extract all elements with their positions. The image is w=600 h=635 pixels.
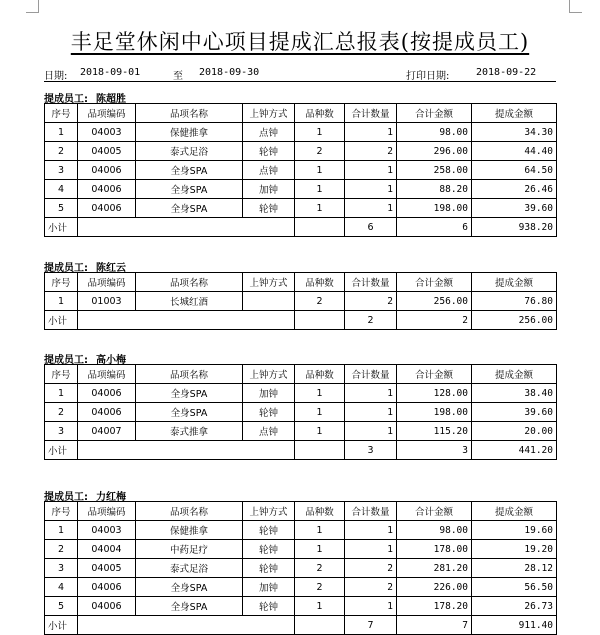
cell-name: 泰式足浴 [136, 142, 243, 161]
cell-name: 全身SPA [136, 180, 243, 199]
cell-amount: 226.00 [397, 578, 472, 597]
subtotal-blank [295, 218, 345, 237]
cell-seq: 1 [45, 123, 78, 142]
header-divider [44, 81, 556, 82]
table-row [45, 292, 557, 311]
employee-table [44, 103, 557, 237]
column-header-mode: 上钟方式 [243, 502, 295, 521]
employee-label: 提成员工: [44, 94, 88, 105]
header-row [45, 365, 557, 384]
employee-table [44, 364, 557, 460]
subtotal-blank [78, 441, 295, 460]
subtotal-label: 小计 [45, 218, 78, 237]
cell-seq: 1 [45, 292, 78, 311]
subtotal-kinds: 2 [345, 311, 397, 330]
cell-name: 泰式推拿 [136, 422, 243, 441]
table-row [45, 384, 557, 403]
cell-kinds: 1 [295, 597, 345, 616]
cell-commission: 44.40 [472, 142, 557, 161]
column-header-commission: 提成金额 [472, 365, 557, 384]
cell-name: 全身SPA [136, 384, 243, 403]
subtotal-qty: 2 [397, 311, 472, 330]
cell-amount: 88.20 [397, 180, 472, 199]
cell-mode: 轮钟 [243, 199, 295, 218]
column-header-mode: 上钟方式 [243, 365, 295, 384]
cell-code: 04006 [78, 597, 136, 616]
cell-seq: 3 [45, 422, 78, 441]
cell-name: 全身SPA [136, 578, 243, 597]
cell-name: 保健推拿 [136, 123, 243, 142]
cell-seq: 2 [45, 142, 78, 161]
column-header-qty: 合计数量 [345, 365, 397, 384]
cell-amount: 98.00 [397, 123, 472, 142]
cell-kinds: 1 [295, 180, 345, 199]
cell-qty: 2 [345, 292, 397, 311]
employee-label: 提成员工: [44, 492, 88, 503]
cell-name: 全身SPA [136, 199, 243, 218]
subtotal-blank [78, 616, 295, 635]
subtotal-row [45, 218, 557, 237]
column-header-commission: 提成金额 [472, 502, 557, 521]
cell-commission: 39.60 [472, 403, 557, 422]
cell-amount: 198.00 [397, 403, 472, 422]
cell-kinds: 2 [295, 578, 345, 597]
cell-seq: 4 [45, 180, 78, 199]
cell-mode: 加钟 [243, 180, 295, 199]
cell-mode: 点钟 [243, 123, 295, 142]
subtotal-blank [78, 218, 295, 237]
table-row [45, 180, 557, 199]
cell-code: 04006 [78, 199, 136, 218]
column-header-mode: 上钟方式 [243, 273, 295, 292]
cell-name: 全身SPA [136, 597, 243, 616]
cell-kinds: 1 [295, 384, 345, 403]
subtotal-blank [295, 616, 345, 635]
cell-seq: 1 [45, 521, 78, 540]
report-title: 丰足堂休闲中心项目提成汇总报表(按提成员工) [70, 30, 530, 54]
employee-name: 陈超胜 [96, 94, 126, 105]
cell-code: 04006 [78, 180, 136, 199]
column-header-seq: 序号 [45, 273, 78, 292]
employee-label: 提成员工: [44, 263, 88, 274]
column-header-qty: 合计数量 [345, 502, 397, 521]
subtotal-label: 小计 [45, 616, 78, 635]
cell-commission: 28.12 [472, 559, 557, 578]
subtotal-blank [295, 311, 345, 330]
cell-qty: 2 [345, 142, 397, 161]
print-date-label: 打印日期: [406, 71, 450, 82]
cell-code: 04004 [78, 540, 136, 559]
cell-qty: 1 [345, 521, 397, 540]
cell-commission: 19.60 [472, 521, 557, 540]
cell-mode: 点钟 [243, 161, 295, 180]
cell-mode: 加钟 [243, 384, 295, 403]
cell-commission: 56.50 [472, 578, 557, 597]
column-header-code: 品项编码 [78, 104, 136, 123]
cell-name: 保健推拿 [136, 521, 243, 540]
column-header-amount: 合计金额 [397, 104, 472, 123]
table-row [45, 559, 557, 578]
date-to-label: 至 [173, 71, 183, 82]
column-header-code: 品项编码 [78, 273, 136, 292]
cell-seq: 5 [45, 199, 78, 218]
employee-name: 力红梅 [96, 492, 126, 503]
table-row [45, 142, 557, 161]
cell-name: 中药足疗 [136, 540, 243, 559]
employee-name: 高小梅 [96, 355, 126, 366]
subtotal-kinds: 3 [345, 441, 397, 460]
print-date: 2018-09-22 [476, 67, 537, 78]
subtotal-amount: 911.40 [472, 616, 557, 635]
cell-code: 04006 [78, 384, 136, 403]
cell-mode: 轮钟 [243, 559, 295, 578]
cell-qty: 1 [345, 540, 397, 559]
column-header-name: 品项名称 [136, 365, 243, 384]
column-header-name: 品项名称 [136, 502, 243, 521]
column-header-commission: 提成金额 [472, 273, 557, 292]
column-header-name: 品项名称 [136, 273, 243, 292]
cell-amount: 258.00 [397, 161, 472, 180]
column-header-commission: 提成金额 [472, 104, 557, 123]
employee-table [44, 501, 557, 635]
employee-name: 陈红云 [96, 263, 126, 274]
page-corner-mark-left [26, 0, 39, 13]
cell-seq: 5 [45, 597, 78, 616]
table-row [45, 403, 557, 422]
column-header-qty: 合计数量 [345, 273, 397, 292]
cell-mode: 轮钟 [243, 521, 295, 540]
column-header-amount: 合计金额 [397, 273, 472, 292]
subtotal-kinds: 6 [345, 218, 397, 237]
table-row [45, 578, 557, 597]
header-row [45, 273, 557, 292]
cell-commission: 64.50 [472, 161, 557, 180]
cell-qty: 1 [345, 161, 397, 180]
column-header-seq: 序号 [45, 502, 78, 521]
cell-mode [243, 292, 295, 311]
date-label: 日期: [44, 71, 68, 82]
employee-table [44, 272, 557, 330]
table-row [45, 597, 557, 616]
cell-kinds: 1 [295, 161, 345, 180]
column-header-kinds: 品种数 [295, 502, 345, 521]
column-header-qty: 合计数量 [345, 104, 397, 123]
date-from: 2018-09-01 [80, 67, 141, 78]
cell-mode: 轮钟 [243, 540, 295, 559]
cell-qty: 1 [345, 384, 397, 403]
cell-kinds: 1 [295, 422, 345, 441]
cell-mode: 轮钟 [243, 142, 295, 161]
cell-code: 04007 [78, 422, 136, 441]
cell-commission: 76.80 [472, 292, 557, 311]
cell-code: 04006 [78, 161, 136, 180]
table-row [45, 540, 557, 559]
subtotal-row [45, 311, 557, 330]
cell-mode: 轮钟 [243, 597, 295, 616]
cell-amount: 115.20 [397, 422, 472, 441]
column-header-kinds: 品种数 [295, 365, 345, 384]
cell-seq: 2 [45, 540, 78, 559]
cell-qty: 1 [345, 403, 397, 422]
cell-qty: 1 [345, 199, 397, 218]
cell-kinds: 2 [295, 142, 345, 161]
subtotal-qty: 6 [397, 218, 472, 237]
cell-kinds: 1 [295, 521, 345, 540]
cell-commission: 20.00 [472, 422, 557, 441]
cell-commission: 26.46 [472, 180, 557, 199]
subtotal-qty: 7 [397, 616, 472, 635]
subtotal-kinds: 7 [345, 616, 397, 635]
table-row [45, 521, 557, 540]
cell-code: 04003 [78, 521, 136, 540]
column-header-seq: 序号 [45, 104, 78, 123]
subtotal-row [45, 441, 557, 460]
cell-code: 04005 [78, 559, 136, 578]
cell-qty: 2 [345, 559, 397, 578]
cell-amount: 178.20 [397, 597, 472, 616]
cell-amount: 198.00 [397, 199, 472, 218]
cell-amount: 296.00 [397, 142, 472, 161]
cell-name: 全身SPA [136, 403, 243, 422]
cell-commission: 19.20 [472, 540, 557, 559]
cell-mode: 点钟 [243, 422, 295, 441]
cell-code: 04005 [78, 142, 136, 161]
cell-code: 04006 [78, 403, 136, 422]
subtotal-amount: 938.20 [472, 218, 557, 237]
column-header-seq: 序号 [45, 365, 78, 384]
column-header-code: 品项编码 [78, 502, 136, 521]
column-header-mode: 上钟方式 [243, 104, 295, 123]
cell-seq: 3 [45, 161, 78, 180]
cell-commission: 26.73 [472, 597, 557, 616]
column-header-kinds: 品种数 [295, 104, 345, 123]
cell-qty: 1 [345, 123, 397, 142]
column-header-code: 品项编码 [78, 365, 136, 384]
cell-amount: 256.00 [397, 292, 472, 311]
date-to: 2018-09-30 [199, 67, 260, 78]
cell-code: 01003 [78, 292, 136, 311]
subtotal-amount: 441.20 [472, 441, 557, 460]
subtotal-blank [295, 441, 345, 460]
subtotal-label: 小计 [45, 441, 78, 460]
subtotal-amount: 256.00 [472, 311, 557, 330]
header-row [45, 502, 557, 521]
cell-qty: 1 [345, 180, 397, 199]
cell-name: 泰式足浴 [136, 559, 243, 578]
table-row [45, 199, 557, 218]
cell-kinds: 2 [295, 559, 345, 578]
subtotal-qty: 3 [397, 441, 472, 460]
cell-amount: 178.00 [397, 540, 472, 559]
subtotal-row [45, 616, 557, 635]
column-header-amount: 合计金额 [397, 365, 472, 384]
column-header-kinds: 品种数 [295, 273, 345, 292]
table-row [45, 161, 557, 180]
employee-label: 提成员工: [44, 355, 88, 366]
cell-qty: 1 [345, 597, 397, 616]
cell-name: 全身SPA [136, 161, 243, 180]
page-corner-mark-right [569, 0, 582, 13]
cell-commission: 38.40 [472, 384, 557, 403]
cell-kinds: 1 [295, 123, 345, 142]
cell-kinds: 1 [295, 540, 345, 559]
cell-kinds: 1 [295, 403, 345, 422]
cell-seq: 4 [45, 578, 78, 597]
cell-amount: 128.00 [397, 384, 472, 403]
cell-name: 长城红酒 [136, 292, 243, 311]
cell-mode: 轮钟 [243, 403, 295, 422]
cell-commission: 34.30 [472, 123, 557, 142]
cell-amount: 281.20 [397, 559, 472, 578]
column-header-name: 品项名称 [136, 104, 243, 123]
cell-commission: 39.60 [472, 199, 557, 218]
cell-seq: 3 [45, 559, 78, 578]
cell-mode: 加钟 [243, 578, 295, 597]
table-row [45, 123, 557, 142]
cell-code: 04003 [78, 123, 136, 142]
cell-seq: 2 [45, 403, 78, 422]
cell-qty: 2 [345, 578, 397, 597]
table-row [45, 422, 557, 441]
cell-qty: 1 [345, 422, 397, 441]
subtotal-label: 小计 [45, 311, 78, 330]
cell-amount: 98.00 [397, 521, 472, 540]
header-row [45, 104, 557, 123]
column-header-amount: 合计金额 [397, 502, 472, 521]
cell-seq: 1 [45, 384, 78, 403]
subtotal-blank [78, 311, 295, 330]
cell-code: 04006 [78, 578, 136, 597]
cell-kinds: 2 [295, 292, 345, 311]
cell-kinds: 1 [295, 199, 345, 218]
